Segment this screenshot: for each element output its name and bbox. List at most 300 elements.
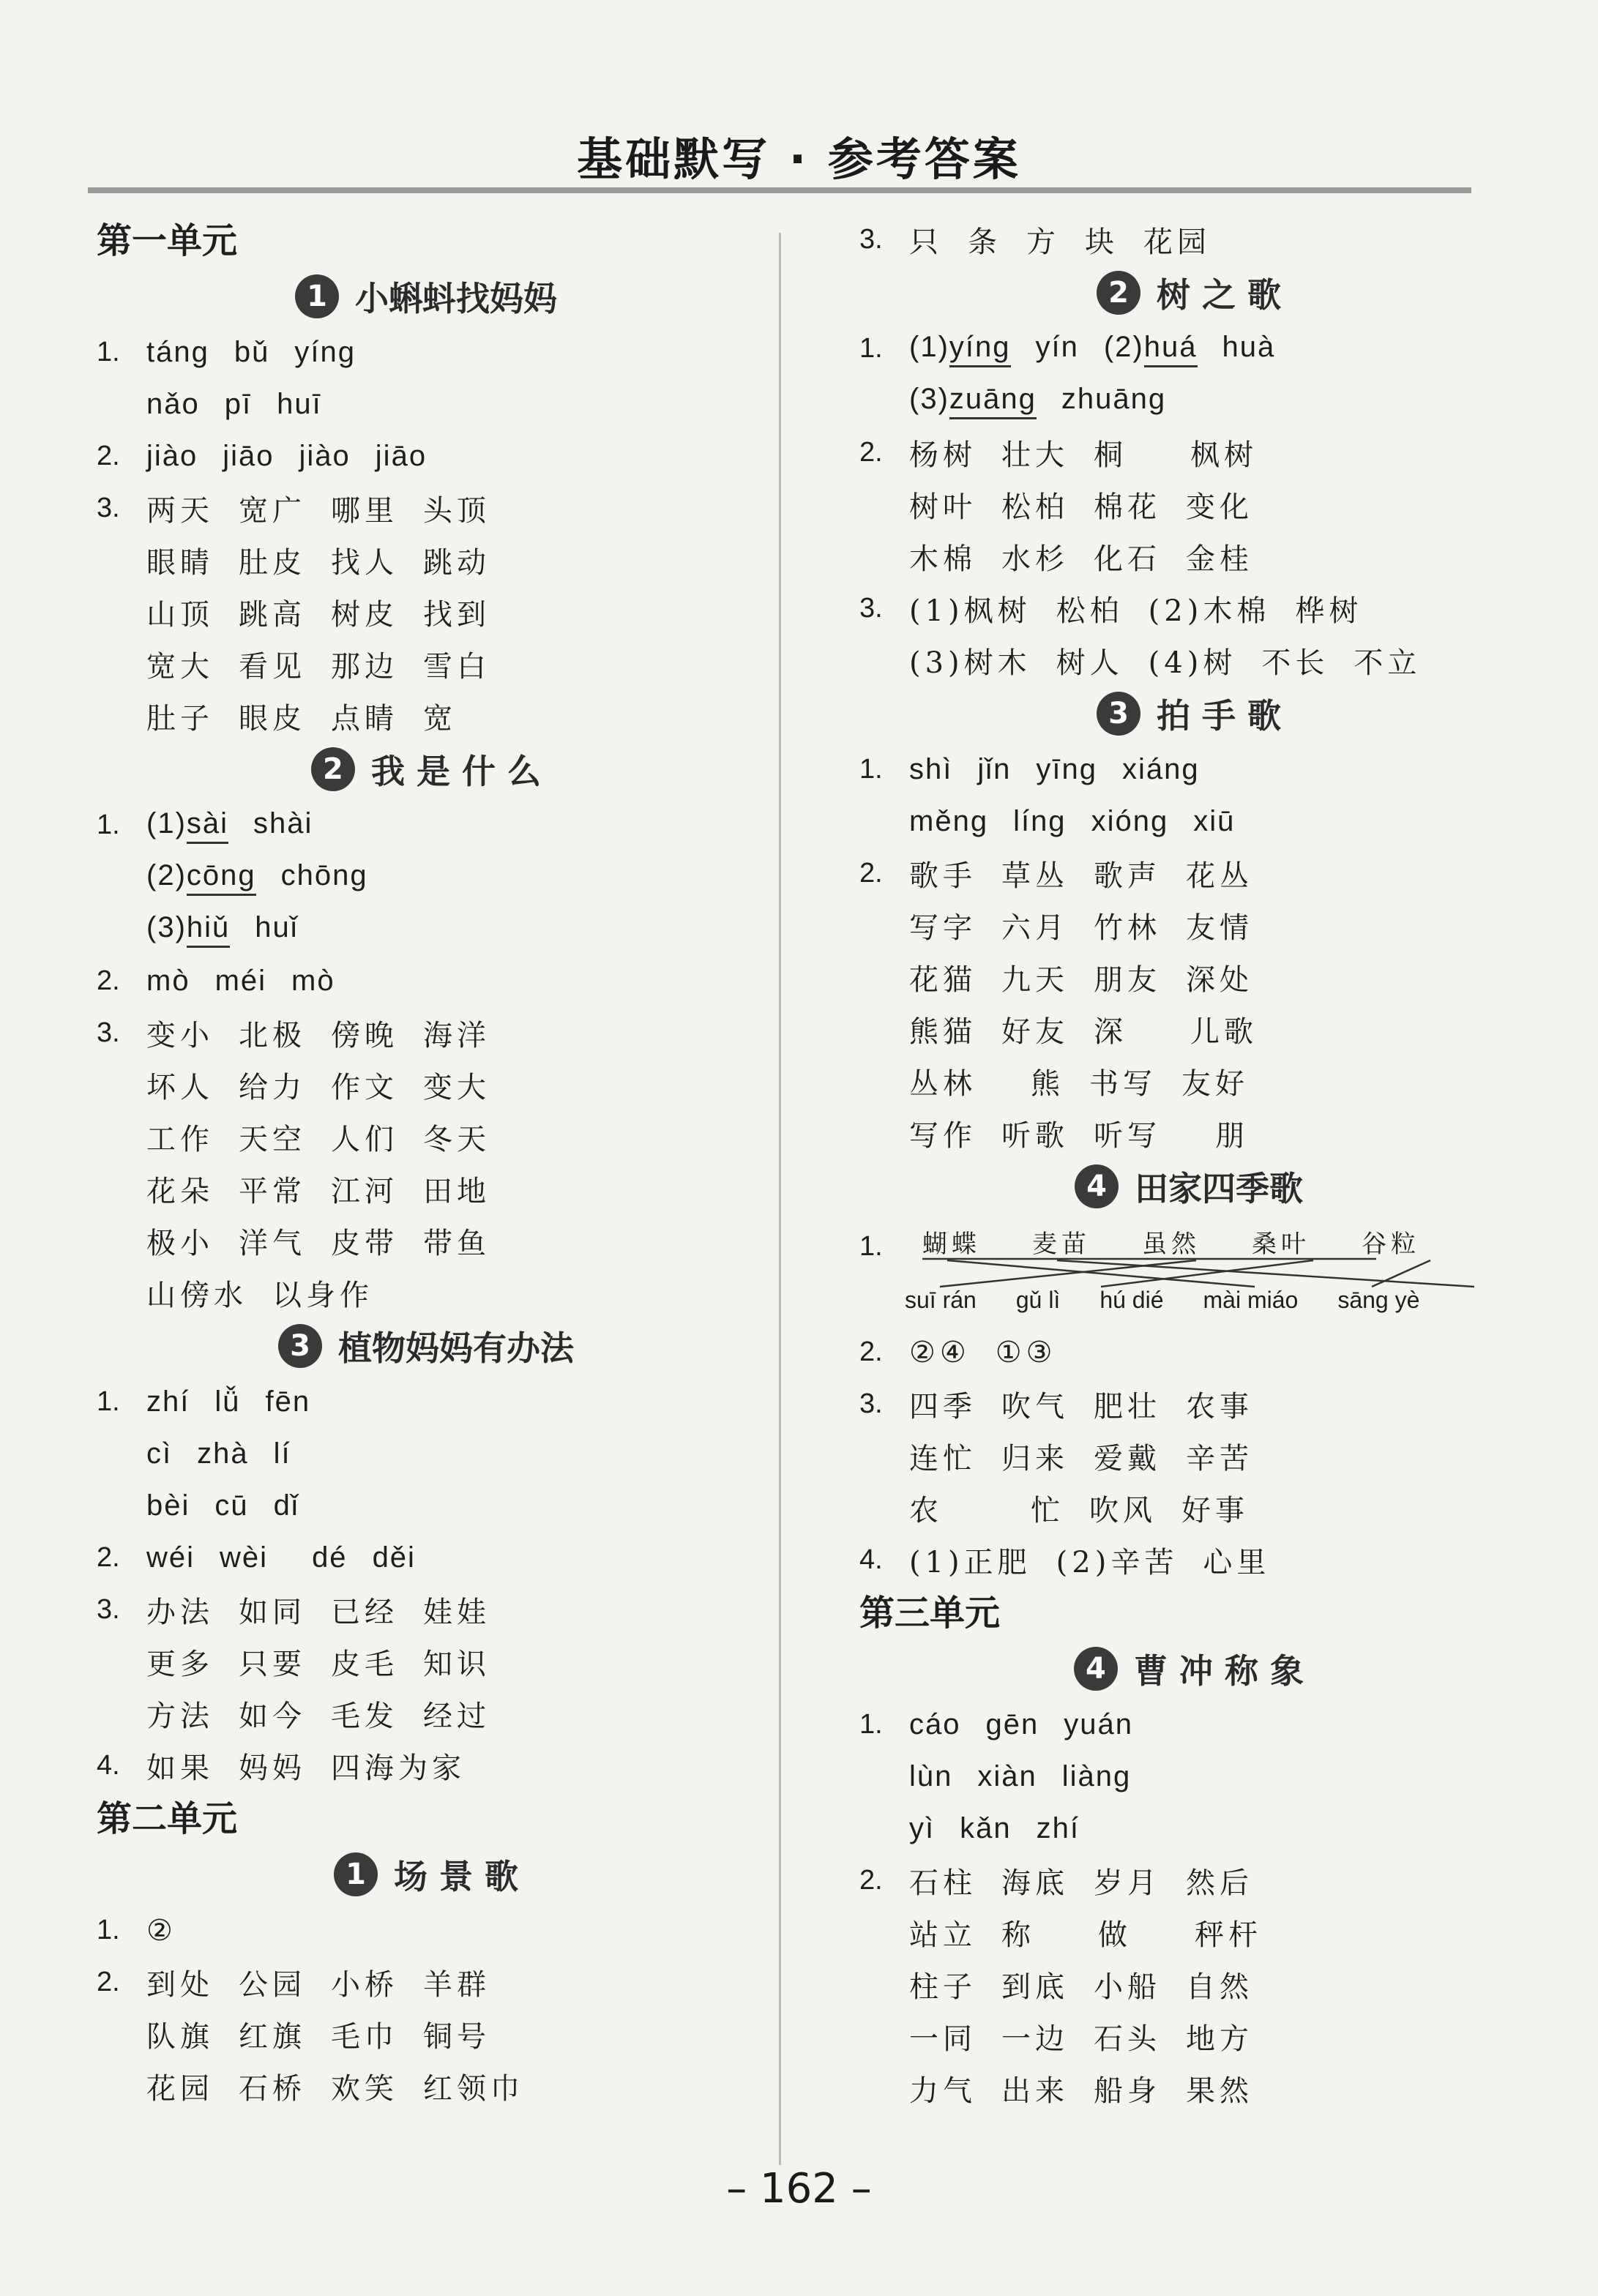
pinyin: yíng	[294, 336, 356, 368]
word: 竹林	[1094, 911, 1161, 945]
answer-line	[859, 375, 1518, 427]
word: 柱子	[909, 1970, 977, 2004]
answer-line	[859, 2011, 1518, 2063]
answer-line	[97, 690, 755, 742]
word: 羊群	[423, 1968, 490, 2002]
word: 果然	[1186, 2074, 1253, 2108]
word: 海底	[1001, 1866, 1069, 1900]
word: 人们	[331, 1123, 398, 1156]
word: 好友	[1001, 1015, 1069, 1049]
word: (1)正肥	[909, 1546, 1031, 1579]
answer-line	[859, 796, 1518, 848]
word: 眼睛	[146, 546, 214, 580]
answer-line	[859, 1751, 1518, 1803]
sub-number: (1)	[909, 330, 949, 363]
word: 红旗	[239, 2020, 306, 2054]
answer-line	[859, 1107, 1518, 1159]
answer-line	[97, 1111, 755, 1163]
lesson-title: 我 是 什 么	[370, 752, 542, 791]
pinyin: yì	[909, 1812, 936, 1844]
word: 棉花	[1094, 490, 1161, 524]
answer-line: 1. táng bǔ yíng	[97, 336, 356, 368]
pinyin: xiáng	[1122, 753, 1200, 785]
answer-line: 1. ②	[97, 1913, 177, 1948]
match-pinyin: mài miáo	[1203, 1287, 1299, 1313]
word: 木棉	[909, 542, 977, 576]
pinyin: lí	[273, 1437, 291, 1470]
pinyin: chōng	[280, 859, 368, 891]
answer-line	[97, 1636, 755, 1688]
word: 江河	[331, 1175, 398, 1208]
lesson-heading	[97, 1847, 755, 1902]
word: 头顶	[423, 494, 490, 528]
lesson-title: 树 之 歌	[1156, 275, 1282, 315]
word: 眼皮	[239, 702, 306, 736]
word: 草丛	[1001, 859, 1069, 893]
word: 一边	[1001, 2022, 1069, 2056]
word: 傍晚	[331, 1019, 398, 1052]
pinyin: děi	[372, 1541, 416, 1574]
sub-number: (2)	[1103, 330, 1144, 363]
pinyin: měng	[909, 805, 989, 837]
word: 自然	[1186, 1970, 1253, 2004]
word: 歌手	[909, 859, 977, 893]
sub-number: (2)	[146, 859, 187, 891]
word: 变小	[146, 1019, 214, 1052]
sub-number: (3)	[909, 382, 949, 415]
word: 山顶	[146, 598, 214, 632]
match-word: 桑叶	[1252, 1230, 1310, 1259]
answer-line	[859, 900, 1518, 951]
answer-line	[97, 586, 755, 638]
pinyin: lùn	[909, 1760, 953, 1792]
word: 工作	[146, 1123, 214, 1156]
answer-line	[97, 638, 755, 690]
word: 忙	[1031, 1494, 1064, 1527]
word: 以身作	[272, 1279, 373, 1312]
match-word: 麦苗	[1032, 1230, 1091, 1259]
word: 儿歌	[1190, 1015, 1258, 1049]
word: 找人	[331, 546, 398, 580]
sub-number: (3)	[146, 910, 187, 943]
answer-line: 2. 石柱 海底 岁月 然后	[859, 1855, 1518, 1907]
answer-line	[97, 534, 755, 586]
word: 朋	[1215, 1119, 1249, 1153]
word: (3)树木	[909, 646, 1031, 680]
word: 壮大	[1001, 438, 1069, 472]
column-divider	[779, 233, 781, 2165]
word: 写作	[909, 1119, 977, 1153]
lesson-number-badge: 2	[1097, 271, 1140, 315]
match-pinyin: suī rán	[905, 1287, 977, 1313]
answer-line	[859, 951, 1518, 1003]
word: 块	[1085, 225, 1119, 259]
word: 农事	[1186, 1390, 1253, 1424]
underlined-answer: huá	[1144, 331, 1198, 367]
answer-line: 4. 如果 妈妈 四海为家	[97, 1740, 755, 1792]
pinyin: jǐn	[977, 753, 1012, 785]
word: 不长	[1261, 646, 1329, 680]
word: (4)树	[1148, 646, 1237, 680]
word: 到处	[146, 1968, 214, 2002]
underlined-answer: cōng	[187, 859, 256, 896]
word: 田地	[423, 1175, 490, 1208]
pinyin: méi	[214, 965, 267, 997]
word: 友情	[1186, 911, 1253, 945]
word: 两天	[146, 494, 214, 528]
match-pinyin: gǔ lì	[1015, 1287, 1061, 1313]
word: 到底	[1001, 1970, 1069, 2004]
pinyin: cū	[214, 1489, 249, 1522]
answer-line	[859, 1482, 1518, 1534]
word: 点睛	[331, 702, 398, 736]
answer-line	[97, 1163, 755, 1215]
word: 办法	[146, 1596, 214, 1629]
lesson-title: 场 景 歌	[393, 1857, 519, 1896]
answer-line: 2. 歌手 草丛 歌声 花丛	[859, 848, 1518, 900]
word: 不立	[1354, 646, 1422, 680]
lesson-title: 曹 冲 称 象	[1133, 1651, 1304, 1691]
pinyin: cì	[146, 1437, 173, 1470]
word: 归来	[1001, 1442, 1069, 1476]
word: 如果	[146, 1751, 214, 1785]
word: 辛苦	[1186, 1442, 1253, 1476]
answer-line: 2. 杨树 壮大 桐 枫树	[859, 427, 1518, 479]
word: 毛巾	[331, 2020, 398, 2054]
lesson-title: 小蝌蚪找妈妈	[355, 279, 557, 318]
word: 看见	[239, 650, 306, 684]
lesson-number-badge: 3	[278, 1324, 322, 1368]
underlined-answer: sài	[187, 807, 228, 844]
word: 花丛	[1186, 859, 1253, 893]
word: 跳动	[423, 546, 490, 580]
underlined-answer: hiǔ	[187, 911, 230, 948]
lesson-title: 植物妈妈有办法	[338, 1328, 574, 1368]
word: 宽	[423, 702, 457, 736]
word: 杨树	[909, 438, 977, 472]
answer-line: 2. jiào jiāo jiào jiāo	[97, 440, 427, 472]
pinyin: dé	[312, 1541, 348, 1574]
pinyin: bèi	[146, 1489, 190, 1522]
match-word: 虽然	[1142, 1230, 1201, 1259]
match-bottom-row	[905, 1287, 1419, 1314]
word: 站立	[909, 1918, 977, 1952]
word: ①③	[995, 1335, 1057, 1369]
word: 皮毛	[331, 1648, 398, 1681]
word: 心里	[1203, 1546, 1271, 1579]
lesson-title: 拍 手 歌	[1156, 696, 1282, 736]
answer-line	[859, 2063, 1518, 2114]
word: 皮带	[331, 1227, 398, 1260]
answer-line: 4. (1)正肥 (2)辛苦 心里	[859, 1534, 1518, 1586]
match-word: 蝴蝶	[922, 1230, 981, 1259]
pinyin: wèi	[220, 1541, 269, 1574]
pinyin: nǎo	[146, 388, 200, 420]
word: 松柏	[1056, 594, 1124, 628]
pinyin: dǐ	[273, 1489, 299, 1522]
word: 地方	[1186, 2022, 1253, 2056]
answer-line: 1. zhí lǚ fēn	[97, 1386, 311, 1418]
word: 雪白	[423, 650, 490, 684]
word: 听写	[1094, 1119, 1161, 1153]
word: 极小	[146, 1227, 214, 1260]
word: 出来	[1001, 2074, 1069, 2108]
word: 船身	[1094, 2074, 1161, 2108]
lesson-heading	[859, 1642, 1518, 1696]
word: 枫树	[1190, 438, 1258, 472]
matching-exercise: 1. 蝴蝶 麦苗 虽然 桑叶 谷粒 suī rán gǔ lì hú dié mài miáo sāng yè	[859, 1216, 1518, 1326]
word: 那边	[331, 650, 398, 684]
word: 妈妈	[239, 1751, 306, 1785]
answer-line: 3. 两天 宽广 哪里 头顶	[97, 482, 755, 534]
pinyin: pī	[224, 388, 253, 420]
answer-line	[97, 1480, 755, 1532]
pinyin: gēn	[985, 1708, 1039, 1740]
pinyin: bǔ	[234, 336, 270, 368]
word: 桐	[1094, 438, 1127, 472]
word: 深处	[1186, 963, 1253, 997]
word: 跳高	[239, 598, 306, 632]
word: 石头	[1094, 2022, 1161, 2056]
word: 力气	[909, 2074, 977, 2108]
pinyin: jiāo	[375, 440, 427, 472]
match-word: 谷粒	[1362, 1230, 1420, 1259]
pinyin: zhí	[1036, 1812, 1080, 1844]
word: 经过	[423, 1699, 490, 1733]
word: 变化	[1186, 490, 1253, 524]
answer-line: 3. 只 条 方 块 花园	[859, 214, 1518, 266]
answer-line	[97, 2060, 755, 2112]
answer-line	[97, 1267, 755, 1319]
pinyin: zhà	[197, 1437, 249, 1470]
answer-line: 1. shì jǐn yīng xiáng	[859, 753, 1200, 785]
page-title: 基础默写 · 参考答案	[577, 132, 1021, 186]
page-number: – 162 –	[726, 2165, 872, 2213]
answer-line	[859, 1003, 1518, 1055]
unit-heading: 第一单元	[97, 220, 238, 261]
word: 金桂	[1186, 542, 1253, 576]
answer-line	[97, 1059, 755, 1111]
pinyin: mò	[146, 965, 190, 997]
pinyin: xióng	[1091, 805, 1169, 837]
sub-number: (1)	[146, 807, 187, 840]
word: 树叶	[909, 490, 977, 524]
word: 水杉	[1001, 542, 1069, 576]
word: 吹气	[1001, 1390, 1069, 1424]
lesson-number-badge: 4	[1075, 1164, 1119, 1208]
word: 宽大	[146, 650, 214, 684]
word: 带鱼	[423, 1227, 490, 1260]
answer-line	[97, 1688, 755, 1740]
word: 肚子	[146, 702, 214, 736]
word: 做	[1098, 1918, 1132, 1952]
word: 九天	[1001, 963, 1069, 997]
word: 小船	[1094, 1970, 1161, 2004]
word: 听歌	[1001, 1119, 1069, 1153]
match-pinyin: sāng yè	[1337, 1287, 1420, 1313]
pinyin: jiào	[146, 440, 198, 472]
pinyin: líng	[1013, 805, 1067, 837]
pinyin: huī	[277, 388, 322, 420]
word: 深	[1094, 1015, 1127, 1049]
word: 毛发	[331, 1699, 398, 1733]
pinyin: huà	[1222, 330, 1276, 363]
word: 天空	[239, 1123, 306, 1156]
title-rule	[88, 187, 1471, 193]
word: 方法	[146, 1699, 214, 1733]
word: 桦树	[1295, 594, 1363, 628]
word: 丛林	[909, 1067, 977, 1101]
pinyin: yín	[1035, 330, 1079, 363]
word: 冬天	[423, 1123, 490, 1156]
answer-line	[859, 1959, 1518, 2011]
word: 秤杆	[1195, 1918, 1262, 1952]
answer-line: 2. wéi wèi dé děi	[97, 1541, 416, 1574]
word: 化石	[1094, 542, 1161, 576]
answer-line	[859, 479, 1518, 531]
answer-line	[97, 378, 755, 430]
word: 娃娃	[423, 1596, 490, 1629]
answer-line	[859, 531, 1518, 583]
word: 花猫	[909, 963, 977, 997]
lesson-number-badge: 3	[1097, 692, 1140, 736]
answer-line	[97, 903, 755, 955]
word: 洋气	[239, 1227, 306, 1260]
lesson-heading	[859, 1159, 1518, 1214]
lesson-heading	[97, 1319, 755, 1373]
answer-line: 2. 到处 公园 小桥 羊群	[97, 1956, 755, 2008]
lesson-number-badge: 1	[334, 1852, 378, 1896]
word: 熊	[1031, 1067, 1064, 1101]
underlined-answer: yíng	[949, 331, 1011, 367]
lesson-number-badge: 1	[295, 274, 339, 318]
word: 连忙	[909, 1442, 977, 1476]
word: 变大	[423, 1071, 490, 1104]
word: 北极	[239, 1019, 306, 1052]
answer-line	[859, 1055, 1518, 1107]
word: 然后	[1186, 1866, 1253, 1900]
lesson-number-badge: 2	[311, 747, 355, 791]
word: (2)辛苦	[1056, 1546, 1179, 1579]
answer-line: 1. (1)yíng yín (2)huá huà	[859, 323, 1518, 375]
word: 好事	[1181, 1494, 1249, 1527]
word: 松柏	[1001, 490, 1069, 524]
word: 宽广	[239, 494, 306, 528]
word: 歌声	[1094, 859, 1161, 893]
answer-line: 3. (1)枫树 松柏 (2)木棉 桦树	[859, 583, 1518, 635]
right-column	[859, 214, 1518, 2114]
pinyin: shài	[253, 807, 313, 840]
word: ②④	[909, 1335, 971, 1369]
word: 农	[909, 1494, 943, 1527]
word: 写字	[909, 911, 977, 945]
word: 条	[968, 225, 1001, 259]
word: 坏人	[146, 1071, 214, 1104]
word: 找到	[423, 598, 490, 632]
word: 四海为家	[331, 1751, 466, 1785]
word: 朋友	[1094, 963, 1161, 997]
pinyin: fēn	[265, 1386, 311, 1418]
word: 公园	[239, 1968, 306, 2002]
word: 只	[909, 225, 943, 259]
word: 红领巾	[423, 2072, 524, 2106]
answer-line	[97, 851, 755, 903]
answer-line: 3. 办法 如同 已经 娃娃	[97, 1584, 755, 1636]
answer-line: 3. 四季 吹气 肥壮 农事	[859, 1378, 1518, 1430]
word: 花园	[146, 2072, 214, 2106]
word: 树人	[1056, 646, 1124, 680]
pinyin: jiāo	[223, 440, 275, 472]
word: 六月	[1001, 911, 1069, 945]
word: 石桥	[239, 2072, 306, 2106]
answer-line	[97, 1428, 755, 1480]
pinyin: cáo	[909, 1708, 961, 1740]
match-top-row	[922, 1224, 1420, 1260]
word: 小桥	[331, 1968, 398, 2002]
lesson-heading	[859, 266, 1518, 320]
word: 书写	[1089, 1067, 1157, 1101]
word: 铜号	[423, 2020, 490, 2054]
pinyin: yīng	[1036, 753, 1097, 785]
word: 称	[1001, 1918, 1035, 1952]
word: 山傍水	[146, 1279, 247, 1312]
word: 平常	[239, 1175, 306, 1208]
pinyin: huǐ	[255, 910, 299, 943]
lesson-title: 田家四季歌	[1135, 1169, 1303, 1208]
unit-heading: 第二单元	[97, 1798, 238, 1839]
word: 已经	[331, 1596, 398, 1629]
word: 只要	[239, 1648, 306, 1681]
pinyin: mò	[291, 965, 335, 997]
pinyin: shì	[909, 753, 953, 785]
pinyin: wéi	[146, 1541, 195, 1574]
word: 树皮	[331, 598, 398, 632]
word: (1)枫树	[909, 594, 1031, 628]
word: 给力	[239, 1071, 306, 1104]
pinyin: xiū	[1193, 805, 1236, 837]
word: 花朵	[146, 1175, 214, 1208]
word: 作文	[331, 1071, 398, 1104]
answer-line: 1. cáo gēn yuán	[859, 1708, 1133, 1740]
lesson-heading	[97, 269, 755, 324]
word: (2)木棉	[1148, 594, 1271, 628]
word: 吹风	[1089, 1494, 1157, 1527]
answer-line	[859, 1907, 1518, 1959]
word: 熊猫	[909, 1015, 977, 1049]
word: 花园	[1143, 225, 1211, 259]
word: 爱戴	[1094, 1442, 1161, 1476]
pinyin: zhí	[146, 1386, 190, 1418]
word: 肥壮	[1094, 1390, 1161, 1424]
word: 如同	[239, 1596, 306, 1629]
answer-line	[97, 2008, 755, 2060]
word: 岁月	[1094, 1866, 1161, 1900]
answer-line: 3. 变小 北极 傍晚 海洋	[97, 1007, 755, 1059]
word: 友好	[1181, 1067, 1249, 1101]
pinyin: zhuāng	[1061, 382, 1167, 415]
pinyin: kǎn	[960, 1812, 1012, 1844]
answer-line	[97, 1215, 755, 1267]
word: 肚皮	[239, 546, 306, 580]
word: 知识	[423, 1648, 490, 1681]
answer-line: 2. mò méi mò	[97, 965, 335, 997]
pinyin: xiàn	[977, 1760, 1037, 1792]
match-pinyin: hú dié	[1099, 1287, 1164, 1313]
word: 方	[1026, 225, 1060, 259]
pinyin: lǚ	[214, 1386, 241, 1418]
underlined-answer: zuāng	[949, 383, 1037, 419]
word: 欢笑	[331, 2072, 398, 2106]
